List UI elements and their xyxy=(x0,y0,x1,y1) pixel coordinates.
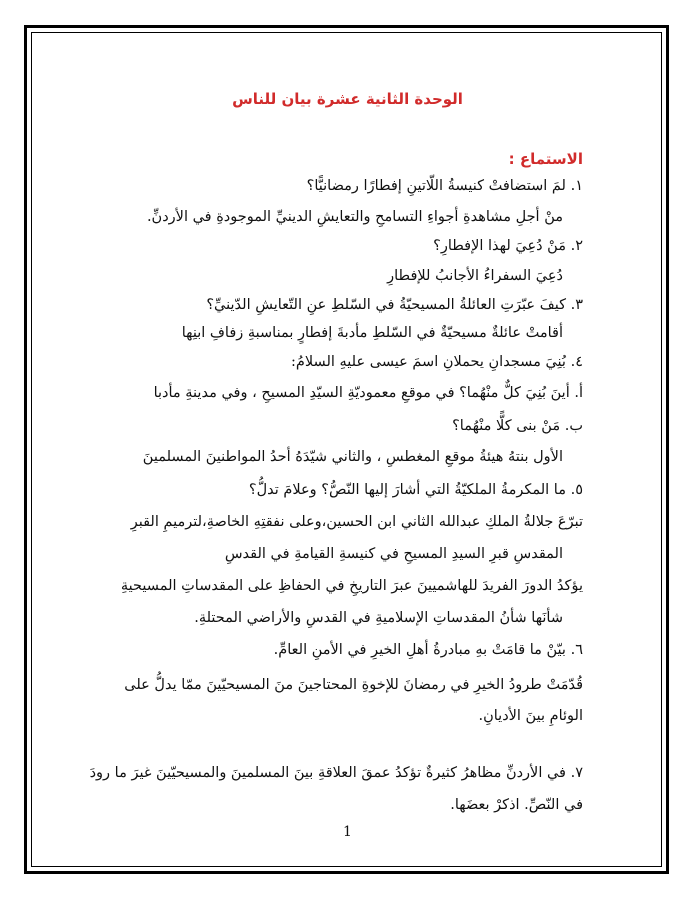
answer-3: أقامتْ عائلةٌ مسيحيّةٌ في السّلطِ مأدبةَ إفطارٍ بمناسبةِ زفافِ ابنِها xyxy=(181,325,563,341)
answer-5-line-2: المقدسِ قبرِ السيدِ المسيحِ في كنيسةِ القيامةِ في القدسِ xyxy=(224,546,563,562)
answer-6-line-2: الوئامِ بينَ الأديانِ. xyxy=(478,708,583,724)
question-7-line-2: في النّصِّ. اذكرْ بعضَها. xyxy=(450,797,583,813)
section-heading: الاستماع : xyxy=(508,150,583,168)
answer-1: منْ أجلِ مشاهدةِ أجواءِ التسامحِ والتعايشِ الدينيِّ الموجودةِ في الأردنِّ. xyxy=(146,209,563,225)
answer-5-line-3: يؤكدُ الدورَ الفريدَ للهاشميينَ عبرَ التاريخِ في الحفاظِ على المقدساتِ المسيحيةِ xyxy=(120,578,583,594)
question-1: ١. لمَ استضافتْ كنيسةُ اللّاتينِ إفطارًا رمضانيًّا؟ xyxy=(306,178,583,194)
answer-2: دُعِيَ السفراءُ الأجانبُ للإفطارِ xyxy=(387,268,563,284)
question-6: ٦. بيّنْ ما قامَتْ بهِ مبادرةُ أهلِ الخيرِ في الأمنِ العامِّ. xyxy=(273,642,583,658)
question-3: ٣. كيفَ عبّرَتِ العائلةُ المسيحيّةُ في السّلطِ عنِ التّعايشِ الدّينيِّ؟ xyxy=(206,297,583,313)
question-4a: أ. أينَ بُنِيَ كلٌّ منْهُما؟ في موقعِ معموديّةِ السيّدِ المسيحِ ، وفي مدينةِ مأدبا xyxy=(153,385,583,401)
question-5: ٥. ما المكرمةُ الملكيّةُ التي أشارَ إليها النّصُّ؟ وعلامَ تدلُّ؟ xyxy=(248,482,583,498)
page-number: 1 xyxy=(343,824,352,840)
question-7-line-1: ٧. في الأردنِّ مظاهرُ كثيرةٌ تؤكدُ عمقَ العلاقةِ بينَ المسلمينَ والمسيحيّينَ غيرَ ما رودَ xyxy=(89,765,583,781)
question-4b: ب. مَنْ بنى كلًّا منْهُما؟ xyxy=(452,418,583,434)
answer-5-line-4: شأنَها شأنُ المقدساتِ الإسلاميةِ في القدسِ والأراضي المحتلةِ. xyxy=(194,610,563,626)
answer-5-line-1: تبرّعَ جلالةُ الملكِ عبدالله الثاني ابن الحسين،وعلى نفقتِهِ الخاصةِ،لترميمِ القبرِ xyxy=(130,514,583,530)
question-2: ٢. مَنْ دُعِيَ لهذا الإفطارِ؟ xyxy=(433,238,583,254)
question-4: ٤. بُنِيَ مسجدانِ يحملانِ اسمَ عيسى عليهِ السلامُ: xyxy=(291,354,583,370)
answer-4b: الأول بنتهُ هيئةُ موقعِ المغطسِ ، والثاني شيّدَهُ أحدُ المواطنينَ المسلمينَ xyxy=(142,449,563,465)
answer-6-line-1: قُدّمَتْ طرودُ الخيرِ في رمضانَ للإخوةِ المحتاجينَ منَ المسيحيّينَ ممّا يدلُّ على xyxy=(124,677,583,693)
unit-title: الوحدة الثانية عشرة بيان للناس xyxy=(232,90,463,108)
